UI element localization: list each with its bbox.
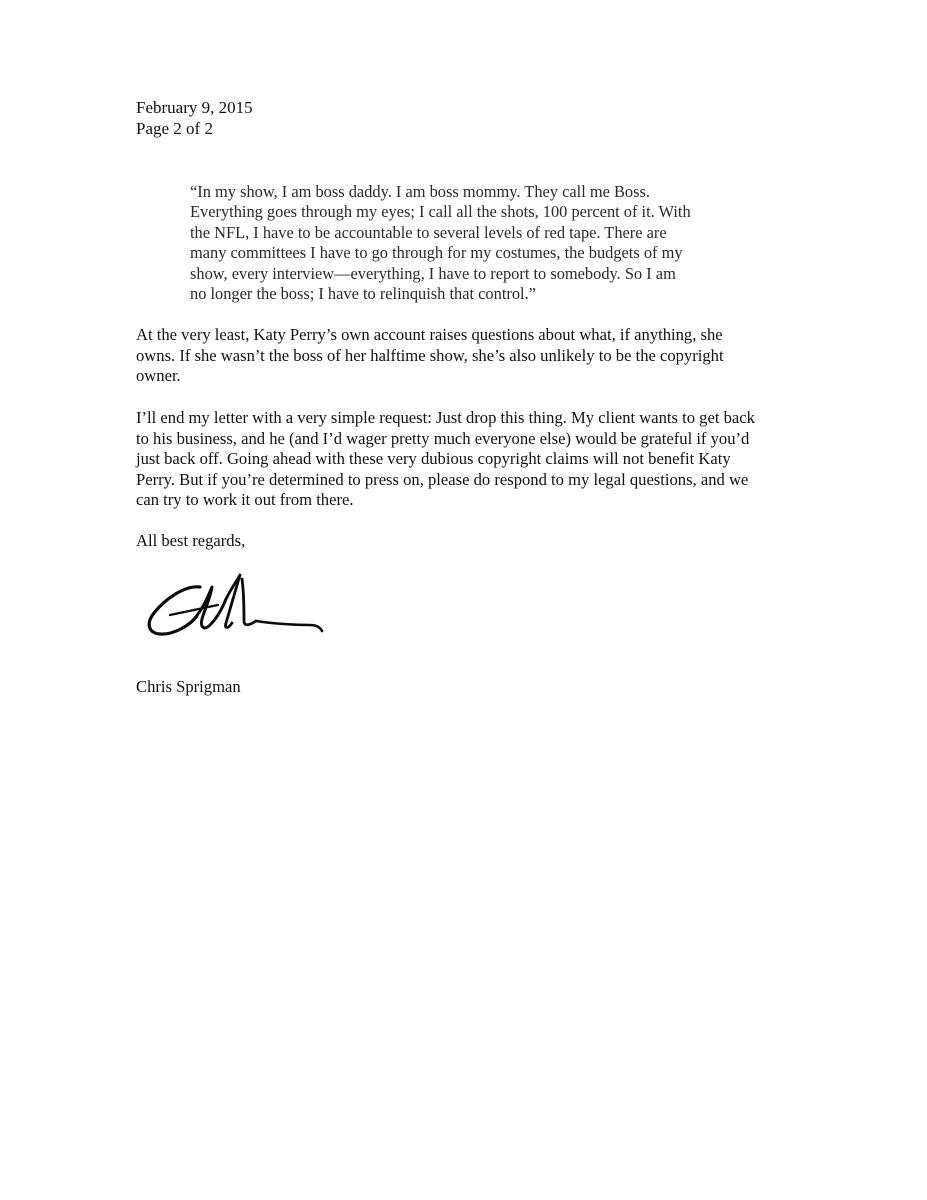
page-number: Page 2 of 2 bbox=[136, 119, 213, 138]
handwritten-signature bbox=[140, 565, 340, 650]
quote-line: show, every interview—everything, I have to report to somebody. So I am bbox=[190, 263, 676, 283]
paragraph-line: I’ll end my letter with a very simple request: Just drop this thing. My client wants to get back bbox=[136, 408, 755, 427]
body-paragraph-1 bbox=[136, 325, 724, 387]
paragraph-line: just back off. Going ahead with these very dubious copyright claims will not benefit Katy bbox=[136, 449, 731, 469]
letter-date: February 9, 2015 bbox=[136, 98, 253, 117]
letter-header bbox=[136, 97, 253, 139]
paragraph-line: owns. If she wasn’t the boss of her halftime show, she’s also unlikely to be the copyright bbox=[136, 345, 724, 365]
paragraph-line: to his business, and he (and I’d wager pretty much everyone else) would be grateful if you’d bbox=[136, 428, 750, 448]
paragraph-line: At the very least, Katy Perry’s own account raises questions about what, if anything, she bbox=[136, 325, 723, 344]
quote-line: many committees I have to go through for my costumes, the budgets of my bbox=[190, 243, 683, 263]
block-quote bbox=[190, 182, 750, 304]
quote-line: the NFL, I have to be accountable to several levels of red tape. There are bbox=[190, 222, 667, 242]
quote-line: “In my show, I am boss daddy. I am boss mommy. They call me Boss. bbox=[190, 182, 650, 201]
body-paragraph-2 bbox=[136, 408, 755, 511]
closing-salutation: All best regards, bbox=[136, 531, 246, 550]
quote-line: Everything goes through my eyes; I call all the shots, 100 percent of it. With bbox=[190, 202, 691, 222]
paragraph-line: Perry. But if you’re determined to press on, please do respond to my legal questions, and we bbox=[136, 469, 749, 489]
quote-line: no longer the boss; I have to relinquish that control.” bbox=[190, 284, 536, 304]
paragraph-line: owner. bbox=[136, 366, 181, 386]
signer-name: Chris Sprigman bbox=[136, 677, 241, 696]
paragraph-line: can try to work it out from there. bbox=[136, 490, 354, 510]
